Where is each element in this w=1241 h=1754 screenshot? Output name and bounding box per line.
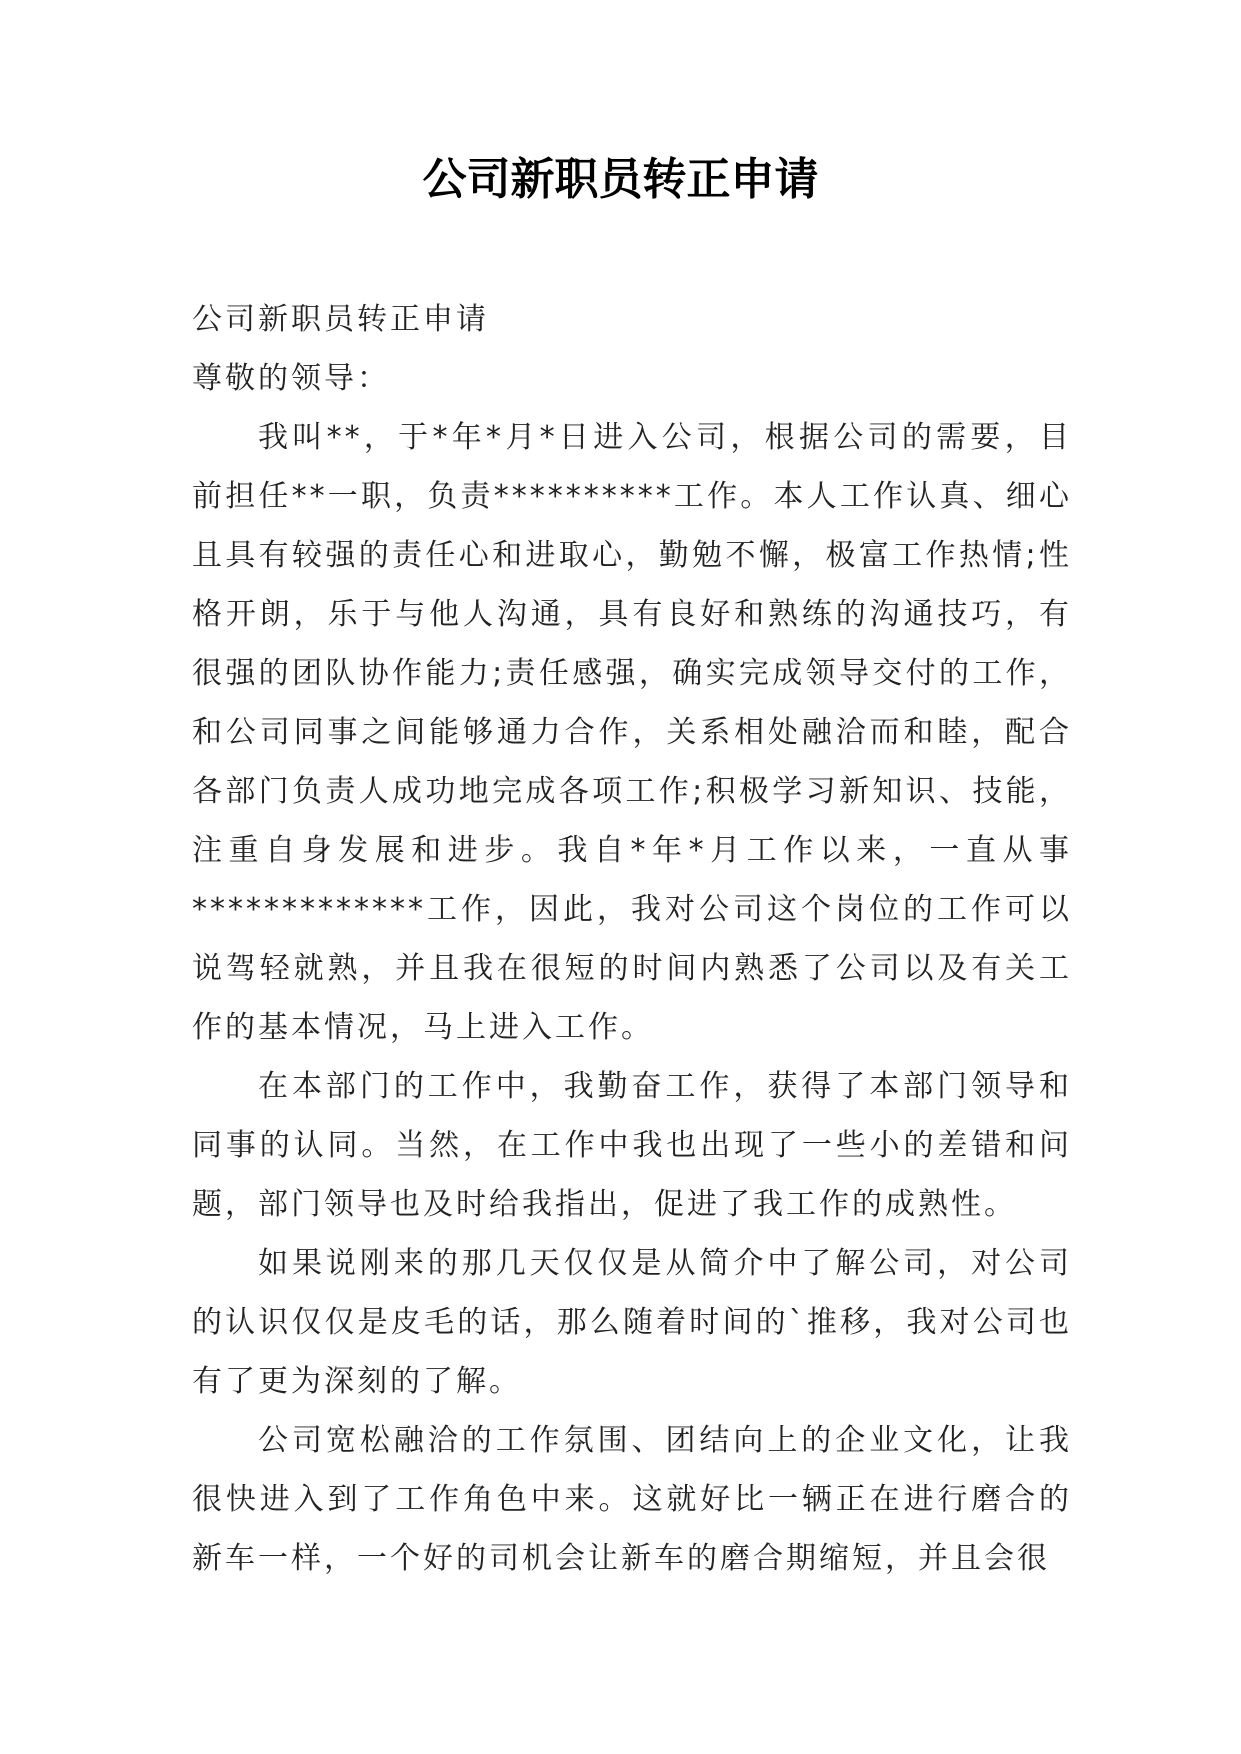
- document-body: [192, 290, 1072, 1588]
- document-title: 公司新职员转正申请: [422, 154, 819, 205]
- paragraph: 如果说刚来的那几天仅仅是从简介中了解公司，对公司的认识仅仅是皮毛的话，那么随着时间的`推移，我对公司也有了更为深刻的了解。: [192, 1246, 1072, 1399]
- document-subtitle: 公司新职员转正申请: [192, 302, 489, 337]
- salutation: 尊敬的领导：: [192, 361, 390, 396]
- paragraph: 公司宽松融洽的工作氛围、团结向上的企业文化，让我很快进入到了工作角色中来。这就好比一辆正在进行磨合的新车一样，一个好的司机会让新车的磨合期缩短，并且会很: [192, 1423, 1072, 1576]
- paragraph: 我叫**，于*年*月*日进入公司，根据公司的需要，目前担任**一职，负责**********工作。本人工作认真、细心且具有较强的责任心和进取心，勤勉不懈，极富工作热情;性格开朗，乐于与他人沟通，具有良好和熟练的沟通技巧，有很强的团队协作能力;责任感强，确实完成领导交付的工作，和公司同事之间能够通力合作，关系相处融洽而和睦，配合各部门负责人成功地完成各项工作;积极学习新知识、技能，注重自身发展和进步。我自*年*月工作以来，一直从事*************工作，因此，我对公司这个岗位的工作可以说驾轻就熟，并且我在很短的时间内熟悉了公司以及有关工作的基本情况，马上进入工作。: [192, 420, 1072, 1045]
- paragraph: 在本部门的工作中，我勤奋工作，获得了本部门领导和同事的认同。当然，在工作中我也出现了一些小的差错和问题，部门领导也及时给我指出，促进了我工作的成熟性。: [192, 1069, 1072, 1222]
